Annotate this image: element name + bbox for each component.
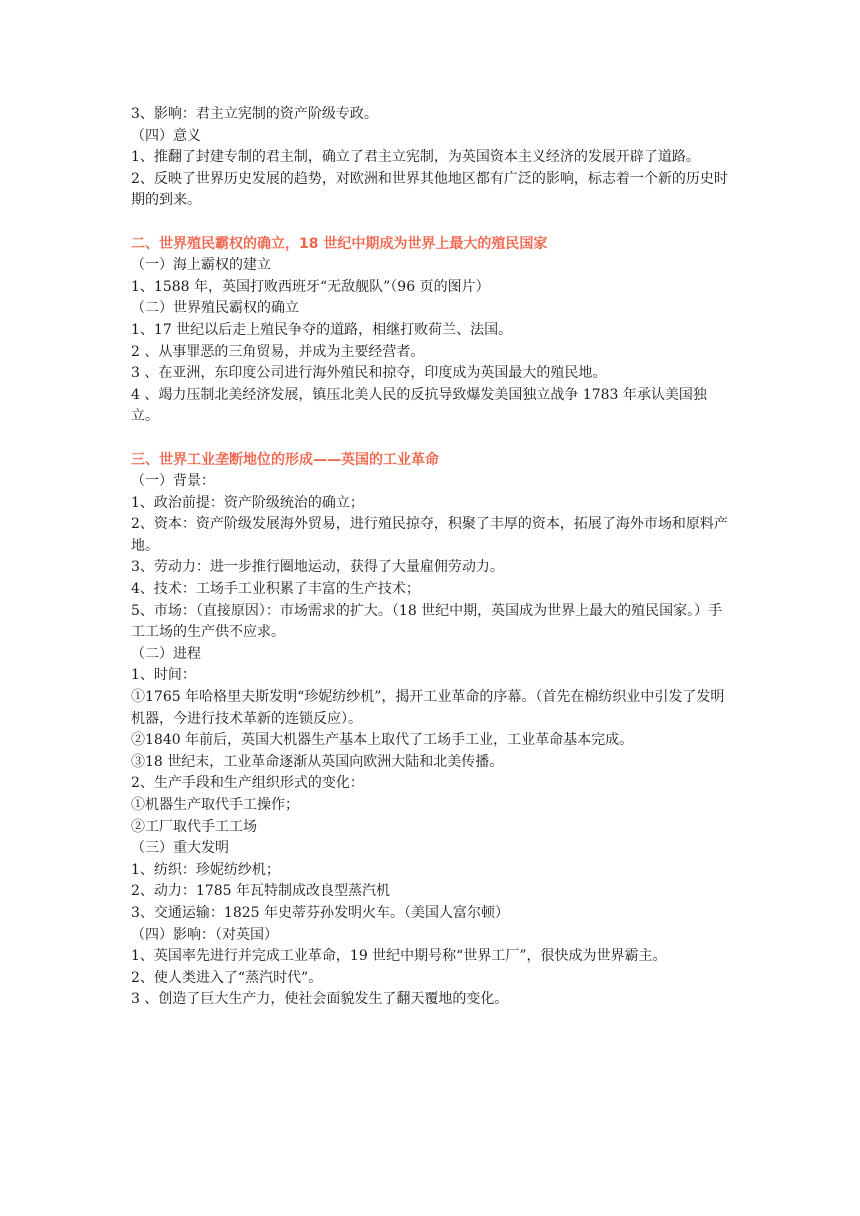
section3-heading: 三、世界工业垄断地位的形成——英国的工业革命 bbox=[131, 451, 439, 468]
text-line: 1、纺织：珍妮纺纱机； bbox=[131, 861, 280, 878]
subheading: （二）进程 bbox=[131, 645, 201, 662]
subheading: （三）重大发明 bbox=[131, 840, 229, 857]
text-line: ①机器生产取代手工操作； bbox=[131, 797, 299, 813]
text-line: 3、劳动力：进一步推行圈地运动，获得了大量雇佣劳动力。 bbox=[131, 559, 504, 576]
text-paragraph: 5、市场：（直接原因）：市场需求的扩大。（18 世纪中期，英国成为世界上最大的殖民国家。）手工工场的生产供不应求。 bbox=[131, 602, 723, 641]
text-line: 2、使人类进入了“蒸汽时代”。 bbox=[131, 969, 323, 986]
text-line: 3 、创造了巨大生产力，使社会面貌发生了翻天覆地的变化。 bbox=[131, 991, 509, 1008]
text-line: 2、生产手段和生产组织形式的变化： bbox=[131, 775, 364, 792]
text-paragraph: 1、英国率先进行并完成工业革命，19 世纪中期号称“世界工厂”，很快成为世界霸主。 bbox=[131, 948, 667, 965]
text-paragraph: 2、反映了世界历史发展的趋势，对欧洲和世界其他地区都有广泛的影响，标志着一个新的历史时期的到来。 bbox=[131, 170, 728, 209]
text-paragraph: 4 、竭力压制北美经济发展，镇压北美人民的反抗导致爆发美国独立战争 1783 年承认美国独立。 bbox=[131, 386, 707, 425]
text-line: 3 、在亚洲，东印度公司进行海外殖民和掠夺，印度成为英国最大的殖民地。 bbox=[131, 365, 607, 382]
text-line: ②1840 年前后，英国大机器生产基本上取代了工场手工业，工业革命基本完成。 bbox=[131, 732, 634, 749]
text-paragraph: ①1765 年哈格里夫斯发明“珍妮纺纱机”，揭开工业革命的序幕。（首先在棉纺织业中引发了发明机器，今进行技术革新的连锁反应）。 bbox=[131, 689, 725, 727]
text-line: 4、技术：工场手工业积累了丰富的生产技术； bbox=[131, 581, 420, 598]
text-line: 1、政治前提：资产阶级统治的确立； bbox=[131, 494, 364, 511]
text-line: 2 、从事罪恶的三角贸易，并成为主要经营者。 bbox=[131, 343, 425, 360]
text-line: 2、动力：1785 年瓦特制成改良型蒸汽机 bbox=[131, 883, 390, 900]
text-line: ③18 世纪末，工业革命逐渐从英国向欧洲大陆和北美传播。 bbox=[131, 753, 504, 770]
subheading: （一）海上霸权的建立 bbox=[131, 257, 271, 274]
document-page bbox=[131, 104, 731, 1011]
text-line: 3、交通运输：1825 年史蒂芬孙发明火车。（美国人富尔顿） bbox=[131, 904, 509, 921]
subheading: （一）背景： bbox=[131, 473, 215, 490]
section2 bbox=[131, 234, 731, 428]
text-paragraph: 2、资本：资产阶级发展海外贸易，进行殖民掠夺，积聚了丰厚的资本，拓展了海外市场和原料产地。 bbox=[131, 516, 728, 554]
section3 bbox=[131, 450, 731, 1011]
section2-heading: 二、世界殖民霸权的确立，18 世纪中期成为世界上最大的殖民国家 bbox=[131, 235, 548, 252]
spacer bbox=[131, 428, 731, 450]
text-line: 3、影响：君主立宪制的资产阶级专政。 bbox=[131, 106, 378, 122]
subheading-significance: （四）意义 bbox=[131, 127, 201, 144]
text-line: 1、17 世纪以后走上殖民争夺的道路，相继打败荷兰、法国。 bbox=[131, 321, 513, 338]
text-line: 1、1588 年，英国打败西班牙“无敌舰队”（96 页的图片） bbox=[131, 278, 490, 295]
text-line: 1、时间： bbox=[131, 667, 196, 684]
subheading: （二）世界殖民霸权的确立 bbox=[131, 300, 299, 317]
spacer bbox=[131, 212, 731, 234]
section1-tail bbox=[131, 104, 731, 212]
subheading: （四）影响：（对英国） bbox=[131, 926, 278, 943]
text-line: ②工厂取代手工工场 bbox=[131, 818, 257, 835]
text-paragraph: 1、推翻了封建专制的君主制，确立了君主立宪制，为英国资本主义经济的发展开辟了道路。 bbox=[131, 149, 700, 166]
